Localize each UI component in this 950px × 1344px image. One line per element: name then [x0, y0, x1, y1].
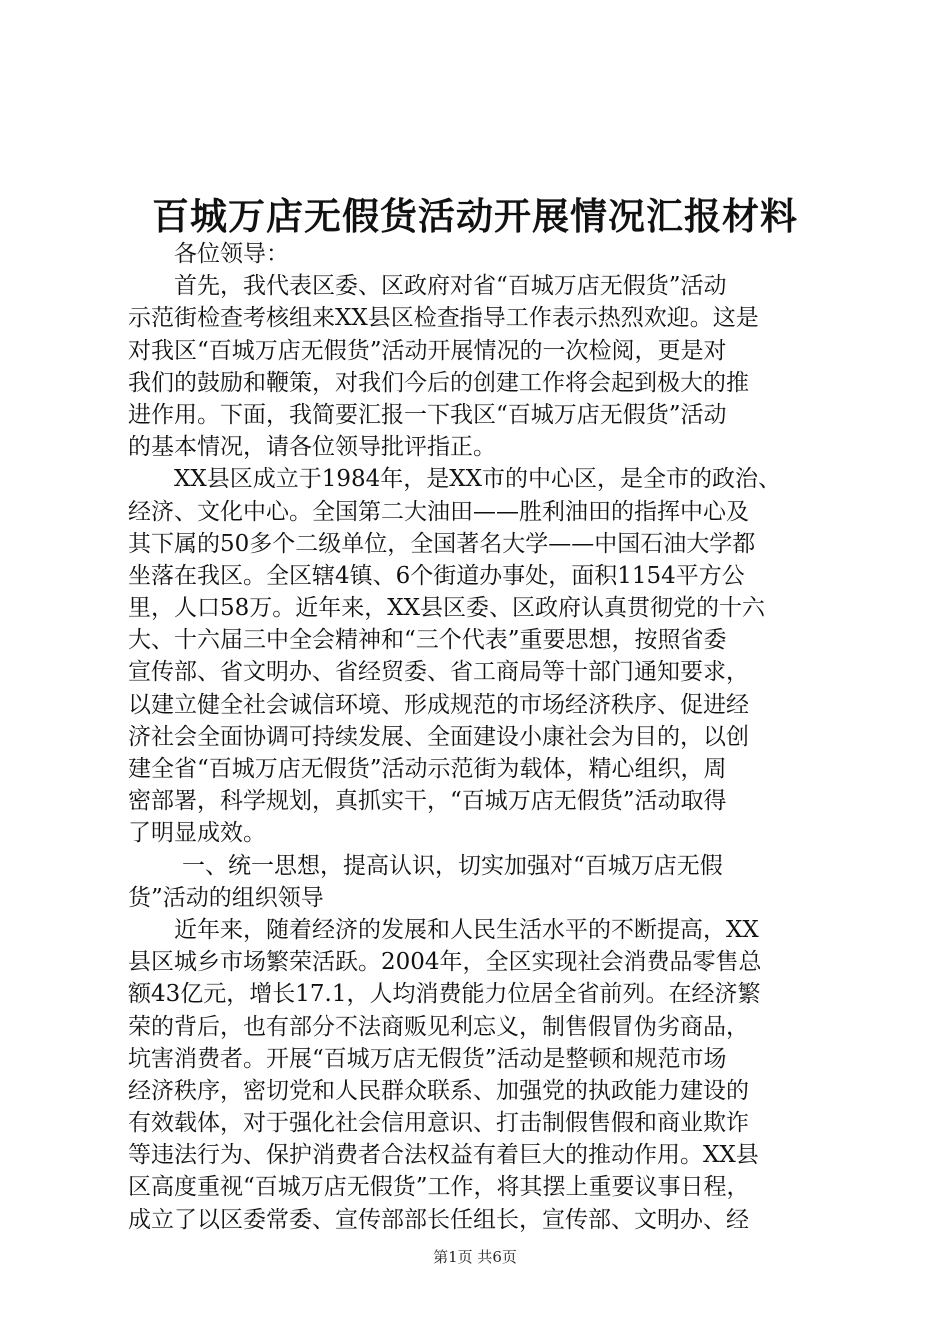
body-line: 以建立健全社会诚信环境、形成规范的市场经济秩序、促进经: [128, 691, 749, 718]
body-line: 有效载体，对于强化社会信用意识、打击制假售假和商业欺诈: [128, 1110, 749, 1137]
body-line: 大、十六届三中全会精神和“三个代表”重要思想，按照省委: [128, 627, 727, 654]
body-line: 了明显成效。: [128, 820, 266, 847]
body-line: 宣传部、省文明办、省经贸委、省工商局等十部门通知要求，: [128, 659, 749, 686]
document-body: [128, 238, 832, 1236]
body-line: 里，人口58万。近年来，XX县区委、区政府认真贯彻党的十六: [128, 595, 766, 622]
body-line: 我们的鼓励和鞭策，对我们今后的创建工作将会起到极大的推: [128, 369, 749, 396]
page-footer: 第1页 共6页: [433, 1248, 517, 1266]
body-line: 密部署，科学规划，真抓实干，“百城万店无假货”活动取得: [128, 788, 727, 815]
body-line: 近年来，随着经济的发展和人民生活水平的不断提高，XX: [174, 916, 759, 943]
body-line: 经济秩序，密切党和人民群众联系、加强党的执政能力建设的: [128, 1077, 749, 1104]
body-line: 货”活动的组织领导: [128, 884, 324, 911]
body-line: 坑害消费者。开展“百城万店无假货”活动是整顿和规范市场: [128, 1045, 727, 1072]
body-line: 的基本情况，请各位领导批评指正。: [128, 434, 496, 461]
body-line: 经济、文化中心。全国第二大油田——胜利油田的指挥中心及: [128, 498, 749, 525]
body-line: 示范街检查考核组来XX县区检查指导工作表示热烈欢迎。这是: [128, 305, 759, 332]
body-line: XX县区成立于1984年，是XX市的中心区，是全市的政治、: [174, 466, 782, 493]
body-line: 首先，我代表区委、区政府对省“百城万店无假货”活动: [174, 273, 727, 300]
body-line: 成立了以区委常委、宣传部部长任组长，宣传部、文明办、经: [128, 1206, 749, 1233]
document-title: 百城万店无假货活动开展情况汇报材料: [152, 194, 798, 238]
body-line: 进作用。下面，我简要汇报一下我区“百城万店无假货”活动: [128, 401, 727, 428]
body-line: 县区城乡市场繁荣活跃。2004年，全区实现社会消费品零售总: [128, 949, 762, 976]
body-line: 区高度重视“百城万店无假货”工作，将其摆上重要议事日程，: [128, 1174, 750, 1201]
body-line: 坐落在我区。全区辖4镇、6个街道办事处，面积1154平方公: [128, 562, 745, 589]
body-line: 荣的背后，也有部分不法商贩见利忘义，制售假冒伪劣商品，: [128, 1013, 749, 1040]
body-line: 济社会全面协调可持续发展、全面建设小康社会为目的，以创: [128, 723, 749, 750]
body-line: 其下属的50多个二级单位，全国著名大学——中国石油大学都: [128, 530, 756, 557]
body-line: 各位领导：: [174, 241, 289, 267]
body-line: 等违法行为、保护消费者合法权益有着巨大的推动作用。XX县: [128, 1142, 759, 1169]
body-line: 额43亿元，增长17.1，人均消费能力位居全省前列。在经济繁: [128, 981, 761, 1008]
body-line: 建全省“百城万店无假货”活动示范街为载体，精心组织，周: [128, 756, 727, 782]
body-line: 对我区“百城万店无假货”活动开展情况的一次检阅，更是对: [128, 337, 727, 364]
body-line: 一、统一思想，提高认识，切实加强对“百城万店无假: [182, 852, 723, 879]
